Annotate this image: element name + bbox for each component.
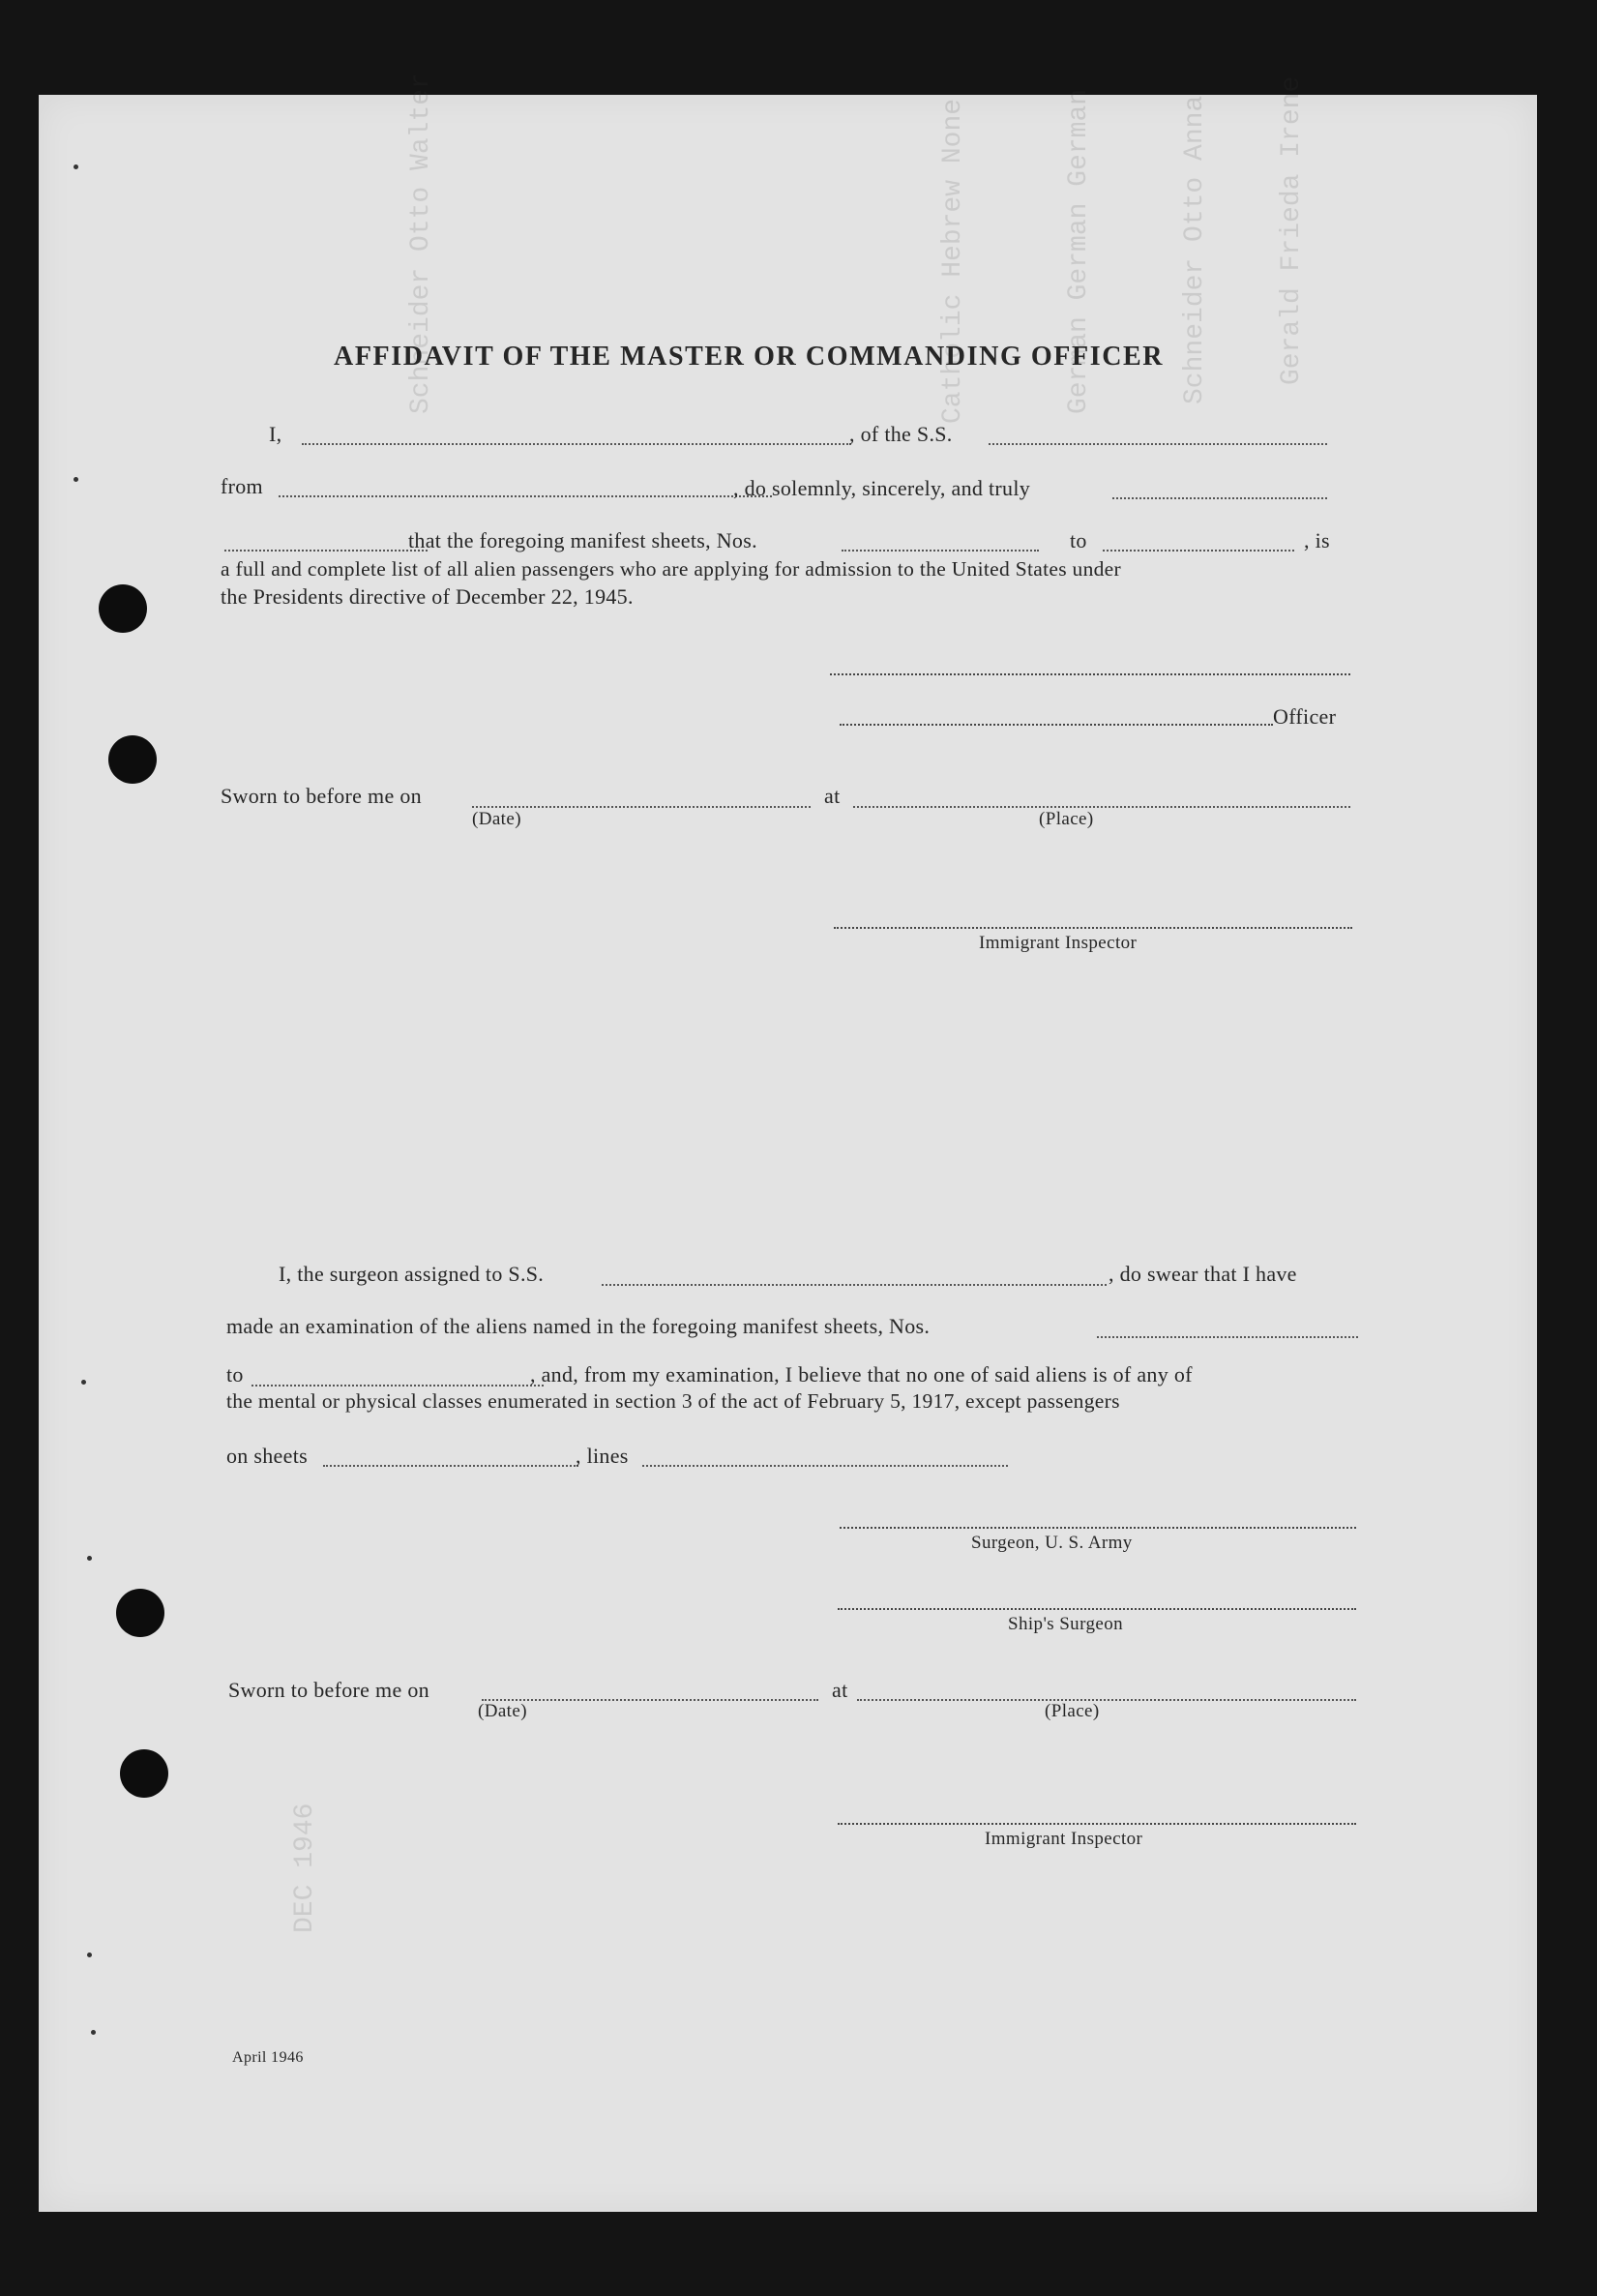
officer-label: Officer <box>1273 704 1337 729</box>
from-port-field[interactable] <box>279 495 772 497</box>
margin-speck <box>91 2030 96 2035</box>
sworn-place-field-2[interactable] <box>857 1699 1356 1701</box>
sworn-place-field[interactable] <box>853 806 1350 808</box>
inspector-signature-line-2[interactable] <box>838 1823 1356 1825</box>
master-body-line-3: the Presidents directive of December 22, 1945. <box>221 584 634 609</box>
bleed-through-column: German German German <box>1064 88 1094 414</box>
bleed-through-column: Gerald Frieda Irene <box>1277 75 1307 385</box>
punch-hole <box>99 584 147 633</box>
bleed-through-column: Schneider Otto Anna <box>1180 95 1210 404</box>
sworn-date-field[interactable] <box>472 806 811 808</box>
surgeon-sheets-field[interactable] <box>1097 1336 1358 1338</box>
to-label: to <box>1070 528 1087 552</box>
affidavit-sheet <box>39 73 1537 2212</box>
solemnly-text: , do solemnly, sincerely, and truly <box>733 476 1031 500</box>
master-signature-line[interactable] <box>830 673 1350 675</box>
punch-hole <box>120 1749 168 1798</box>
margin-speck <box>74 164 78 169</box>
punch-hole <box>108 735 157 784</box>
place-caption: (Place) <box>1039 809 1094 829</box>
of-ss-label: , of the S.S. <box>849 422 953 446</box>
on-sheets-label: on sheets <box>226 1444 308 1468</box>
truly-field[interactable] <box>1112 497 1327 499</box>
punch-hole <box>116 1589 164 1637</box>
inspector-caption-2: Immigrant Inspector <box>985 1829 1143 1849</box>
bleed-through-column: Catholic Hebrew None <box>938 98 968 424</box>
ship-name-field[interactable] <box>989 443 1327 445</box>
sheet-from-field[interactable] <box>842 550 1039 552</box>
surgeon-ship-field[interactable] <box>602 1284 1107 1286</box>
sworn-at-label-2: at <box>832 1678 848 1702</box>
margin-speck <box>87 1556 92 1561</box>
army-surgeon-signature-line[interactable] <box>840 1527 1356 1529</box>
from-label: from <box>221 474 263 498</box>
document-title: AFFIDAVIT OF THE MASTER OR COMMANDING OFFICER <box>334 342 1165 372</box>
margin-speck <box>87 1953 92 1957</box>
lines-field[interactable] <box>642 1465 1008 1467</box>
margin-speck <box>74 477 78 482</box>
sheet-to-field[interactable] <box>1103 550 1294 552</box>
inspector-caption: Immigrant Inspector <box>979 933 1138 953</box>
surgeon-to-label: to <box>226 1362 244 1387</box>
surgeon-line-2: made an examination of the aliens named in the foregoing manifest sheets, Nos. <box>226 1314 931 1338</box>
surgeon-line-1b: , do swear that I have <box>1109 1262 1297 1286</box>
surgeon-line-1a: I, the surgeon assigned to S.S. <box>279 1262 545 1286</box>
officer-signature-line[interactable] <box>840 724 1273 726</box>
form-date: April 1946 <box>232 2049 304 2066</box>
ship-surgeon-caption: Ship's Surgeon <box>1008 1614 1123 1634</box>
sworn-at-label: at <box>824 784 841 808</box>
foregoing-text: that the foregoing manifest sheets, Nos. <box>408 528 757 552</box>
master-i-label: I, <box>269 422 282 446</box>
surgeon-line-4: the mental or physical classes enumerated in section 3 of the act of February 5, 1917, except passengers <box>226 1389 1120 1413</box>
place-caption-2: (Place) <box>1045 1701 1100 1721</box>
ship-surgeon-signature-line[interactable] <box>838 1608 1356 1610</box>
sworn-label-2: Sworn to before me on <box>228 1678 429 1702</box>
lines-label: , lines <box>576 1444 629 1468</box>
margin-speck <box>81 1380 86 1385</box>
master-body-line-2: a full and complete list of all alien passengers who are applying for admission to the United States under <box>221 557 1121 581</box>
surgeon-to-field[interactable] <box>251 1385 544 1387</box>
date-caption-2: (Date) <box>478 1701 527 1721</box>
date-caption: (Date) <box>472 809 521 829</box>
bleed-through-column: Schneider Otto Walter <box>406 73 436 414</box>
master-name-field[interactable] <box>302 443 851 445</box>
swear-affirm-field[interactable] <box>224 550 428 552</box>
army-surgeon-caption: Surgeon, U. S. Army <box>971 1533 1133 1553</box>
inspector-signature-line[interactable] <box>834 927 1352 929</box>
on-sheets-field[interactable] <box>323 1465 578 1467</box>
sworn-label: Sworn to before me on <box>221 784 422 808</box>
sworn-date-field-2[interactable] <box>482 1699 818 1701</box>
is-label: , is <box>1304 528 1330 552</box>
surgeon-line-3: , and, from my examination, I believe that no one of said aliens is of any of <box>530 1362 1193 1387</box>
bleed-through-column: DEC 1946 <box>290 1803 320 1933</box>
